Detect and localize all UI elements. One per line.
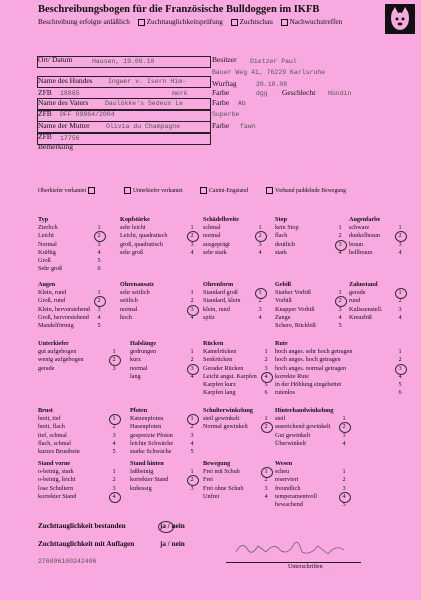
option-number[interactable]: 4 <box>190 372 194 380</box>
option-number[interactable]: 4 <box>258 248 262 256</box>
mutter-zfb-value[interactable]: 17756 <box>60 135 80 142</box>
section-option: Leicht, quadratisch <box>120 232 168 240</box>
option-number[interactable]: 1 <box>258 289 262 297</box>
option-number[interactable]: 2 <box>190 423 194 431</box>
option-number[interactable]: 3 <box>342 431 346 439</box>
section-title: Zahnstand <box>349 281 378 288</box>
zfb-label: ZFB <box>38 88 52 97</box>
section-option: Kräftig <box>38 248 56 256</box>
option-number[interactable]: 4 <box>264 492 268 500</box>
section-option: Schere, Rückbiß <box>275 322 316 329</box>
section-option: korrekte Rute <box>275 372 309 380</box>
section-option: sehr groß <box>120 248 144 256</box>
option-number[interactable]: 3 <box>97 305 101 313</box>
section-option: freundlich <box>275 484 301 492</box>
section-option: hoch anges. hoch getragen <box>275 356 341 364</box>
section-option: Karpfen kurz <box>203 381 236 388</box>
section-option: Groß, rund <box>38 297 66 305</box>
option-number[interactable]: 3 <box>112 484 116 492</box>
section-option: tief, schmal <box>38 431 67 439</box>
bite-unterkiefer[interactable]: Unterkiefer verkantet <box>124 187 183 194</box>
mutter-label: Name der Mutter <box>38 121 90 130</box>
option-number[interactable]: 6 <box>97 265 101 273</box>
section-option: stark <box>275 248 288 256</box>
bestanden-ja-nein[interactable]: ja / nein <box>160 522 185 530</box>
option-number[interactable]: 4 <box>112 439 116 447</box>
section-option: kein Stop <box>275 224 299 232</box>
section-option: Knapper Vorbiß <box>275 305 315 313</box>
bite-canini[interactable]: Canini-Engstand <box>200 187 248 194</box>
anlass-line: Beschreibung erfolgte anläßlich Zuchttauglichkeitsprüfung Zuchtschau Nachwuchstreffen <box>38 18 343 26</box>
option-number[interactable]: 4 <box>338 248 342 256</box>
section-option: normal <box>130 364 148 372</box>
option-number[interactable]: 1 <box>398 348 402 356</box>
section-title: Halslänge <box>130 340 157 347</box>
section-option: gespreizte Pfoten <box>130 431 173 439</box>
section-option: Katzenpfoten <box>130 415 164 423</box>
vater-extra[interactable]: Superbe <box>212 111 240 118</box>
geschlecht-label: Geschlecht <box>282 88 316 97</box>
option-number[interactable]: 2 <box>112 423 116 431</box>
option-number[interactable]: 3 <box>190 431 194 439</box>
checkbox-icon[interactable] <box>200 187 207 194</box>
option-number[interactable]: 4 <box>190 248 194 256</box>
wurftag-value[interactable]: 20.10.08 <box>256 81 288 88</box>
section-option: Überwinkelt <box>275 439 306 447</box>
option-number[interactable]: 5 <box>97 322 101 329</box>
option-number[interactable]: 5 <box>398 381 402 388</box>
section-option: Mandelförmig <box>38 322 74 329</box>
section-option: kurzes Brustbein <box>38 448 80 455</box>
section-option: Normal <box>38 240 57 248</box>
option-number[interactable]: 1 <box>112 468 116 476</box>
option-number[interactable]: 1 <box>398 224 402 232</box>
section-option: o-beinig, stark <box>38 468 74 476</box>
section-option: Groß, hervorstehend <box>38 313 89 321</box>
option-number[interactable]: 3 <box>398 364 402 372</box>
section-option: sehr stark <box>203 248 227 256</box>
option-number[interactable]: 6 <box>264 389 268 397</box>
checkbox-icon[interactable] <box>281 19 288 26</box>
option-number[interactable]: 6 <box>398 389 402 397</box>
section-option: Vorbiß <box>275 297 292 305</box>
section-option: hellbraun <box>349 248 373 256</box>
section-title: Stop <box>275 216 288 223</box>
option-number[interactable]: 2 <box>97 232 101 240</box>
section-option: dunkelbraun <box>349 232 380 240</box>
section-title: Ohrenform <box>203 281 234 288</box>
option-number[interactable]: 5 <box>264 381 268 388</box>
besitzer-value[interactable]: Dietzer Paul <box>250 58 297 65</box>
option-number[interactable]: 1 <box>112 415 116 423</box>
option-number[interactable]: 2 <box>338 232 342 240</box>
section-option: Leicht angst. Karpfen <box>203 372 257 380</box>
option-number[interactable]: 3 <box>190 484 194 492</box>
vater-value[interactable]: Daulökke's Sedeux Le <box>105 100 184 107</box>
option-number[interactable]: 4 <box>190 313 194 321</box>
option-number[interactable]: 1 <box>112 348 116 356</box>
section-option: Karpfen lang <box>203 389 236 397</box>
option-number[interactable]: 3 <box>398 240 402 248</box>
option-number[interactable]: 1 <box>190 468 194 476</box>
section-option: seitlich <box>120 297 138 305</box>
option-number[interactable]: 1 <box>97 224 101 232</box>
vater-zfb-label: ZFB <box>38 109 52 118</box>
checkbox-icon[interactable] <box>124 187 131 194</box>
hund-value[interactable]: Ingwer v. Isern Him- <box>108 78 187 85</box>
section-option: reserviert <box>275 476 299 484</box>
option-number[interactable]: 3 <box>264 484 268 492</box>
section-option: gedrungen <box>130 348 157 356</box>
section-option: korrekter Stand <box>38 492 77 500</box>
auflagen-label: Zuchttauglichkeit mit Auflagen <box>38 540 135 548</box>
section-option: Groß <box>38 257 51 264</box>
ort-value[interactable]: Hausen, 19.06.10 <box>92 58 155 65</box>
option-number[interactable]: 1 <box>398 289 402 297</box>
option-number[interactable]: 3 <box>342 484 346 492</box>
option-number[interactable]: 3 <box>338 305 342 313</box>
section-option: lose Schultern <box>38 484 74 492</box>
section-option: Kulissenstell. <box>349 305 383 313</box>
section-option: flach <box>275 232 288 240</box>
option-number[interactable]: 2 <box>258 297 262 305</box>
section-option: Senkrücken <box>203 356 233 364</box>
option-number[interactable]: 1 <box>342 415 346 423</box>
section-option: Klein, hervorstehend <box>38 305 90 313</box>
bite-oberkiefer[interactable]: Oberkiefer verkantet <box>38 187 97 194</box>
section-option: breit, tief <box>38 415 61 423</box>
section-title: Wesen <box>275 460 293 467</box>
option-number[interactable]: 3 <box>190 305 194 313</box>
section-option: ausgeprägt <box>203 240 230 248</box>
geschlecht-value[interactable]: Hündin <box>328 90 352 97</box>
section-option: Starker Vorbiß <box>275 289 312 297</box>
hund-label: Name des Hundes <box>38 76 93 85</box>
section-title: Rute <box>275 340 288 347</box>
option-number[interactable]: 2 <box>190 476 194 484</box>
option-number[interactable]: 4 <box>398 248 402 256</box>
section-option: steil gewinkelt <box>203 415 240 423</box>
option-number[interactable]: 3 <box>97 240 101 248</box>
option-number[interactable]: 5 <box>112 448 116 455</box>
section-title: Schulterwinkelung <box>203 407 253 414</box>
section-option: temperamentvoll <box>275 492 317 500</box>
wurftag-label: Wurftag <box>212 79 237 88</box>
auflagen-ja-nein[interactable]: ja / nein <box>160 540 185 548</box>
section-option: schwarz <box>349 224 370 232</box>
mutter-farbe-value[interactable]: fawn <box>240 123 256 130</box>
option-number[interactable]: 2 <box>264 356 268 364</box>
section-option: schmal <box>203 224 221 232</box>
section-title: Schädelbreite <box>203 216 239 223</box>
section-option: kurz <box>130 356 141 364</box>
option-number[interactable]: 3 <box>338 240 342 248</box>
section-option: Kreuzbiß <box>349 313 373 321</box>
option-number[interactable]: 1 <box>264 348 268 356</box>
section-title: Brust <box>38 407 53 414</box>
section-option: steil <box>275 415 286 423</box>
option-number[interactable]: 2 <box>112 356 116 364</box>
signature-scribble <box>232 534 352 560</box>
option-number[interactable]: 1 <box>190 289 194 297</box>
option-number[interactable]: 4 <box>264 372 268 380</box>
option-number[interactable]: 1 <box>338 224 342 232</box>
section-option: deutlich <box>275 240 295 248</box>
section-option: ausreichend gewinkelt <box>275 423 331 431</box>
circle-mark <box>109 492 121 503</box>
option-number[interactable]: 2 <box>190 232 194 240</box>
checkbox-icon[interactable] <box>231 19 238 26</box>
option-number[interactable]: 1 <box>190 224 194 232</box>
section-option: Unfrei <box>203 492 220 500</box>
ort-label: Ort/ Datum <box>38 55 73 64</box>
section-title: Hinterhandwinkelung <box>275 407 334 414</box>
checkbox-icon[interactable] <box>266 187 273 194</box>
chip-number: 276096100242406 <box>38 558 97 565</box>
option-number[interactable]: 5 <box>97 257 101 264</box>
section-option: Standard, klein <box>203 297 241 305</box>
option-number[interactable]: 4 <box>258 313 262 321</box>
section-title: Stand hinten <box>130 460 164 467</box>
section-option: faßbeinig <box>130 468 154 476</box>
section-option: Standard groß <box>203 289 238 297</box>
besitzer-label: Besitzer <box>212 55 237 64</box>
option-number[interactable]: 3 <box>112 364 116 372</box>
section-option: normal <box>120 305 138 313</box>
option-number[interactable]: 2 <box>398 232 402 240</box>
section-title: Unterkiefer <box>38 340 69 347</box>
option-number[interactable]: 4 <box>97 313 101 321</box>
section-title: Ohrenansatz <box>120 281 154 288</box>
unterschriften-label: Unterschriften <box>288 564 323 570</box>
section-option: in der Höhlung eingebettet <box>275 381 342 388</box>
section-option: sehr seitlich <box>120 289 150 297</box>
option-number[interactable]: 2 <box>264 476 268 484</box>
section-option: kuhessig <box>130 484 152 492</box>
option-number[interactable]: 1 <box>258 224 262 232</box>
option-number[interactable]: 4 <box>342 492 346 500</box>
section-title: Augen <box>38 281 56 288</box>
bemerkung-label: Bemerkung <box>38 142 73 151</box>
section-option: Kamelrücken <box>203 348 237 356</box>
section-option: o-beinig, leicht <box>38 476 76 484</box>
option-number[interactable]: 4 <box>338 313 342 321</box>
section-option: Gerader Rücken <box>203 364 244 372</box>
section-option: hoch <box>120 313 133 321</box>
page-title: Beschreibungsbogen für die Französische Bulldoggen im IKFB <box>38 4 320 15</box>
section-option: bewachend <box>275 501 303 508</box>
section-option: normal <box>203 232 221 240</box>
section-title: Bewegung <box>203 460 231 467</box>
section-option: breit, flach <box>38 423 65 431</box>
section-option: starke Schwäche <box>130 448 172 455</box>
checkbox-icon[interactable] <box>88 187 95 194</box>
checkbox-icon[interactable] <box>138 19 145 26</box>
section-option: Normal gewinkelt <box>203 423 248 431</box>
section-title: Typ <box>38 216 49 223</box>
besitzer-address[interactable]: Bauer Weg 41, 76229 Karlsruhe <box>212 69 326 76</box>
option-number[interactable]: 1 <box>264 415 268 423</box>
option-number[interactable]: 2 <box>190 356 194 364</box>
option-number[interactable]: 2 <box>398 297 402 305</box>
section-option: gerade <box>38 364 55 372</box>
mutter-value[interactable]: Olivia du Champagne <box>106 123 181 130</box>
section-option: Hasenpfoten <box>130 423 162 431</box>
option-number[interactable]: 3 <box>190 364 194 372</box>
circle-mark <box>158 521 174 533</box>
vater-farbe-label: Farbe <box>212 98 230 107</box>
section-option: Frei mit Schub <box>203 468 240 476</box>
section-option: hoch anges. normal getragen <box>275 364 347 372</box>
section-title: Augenfarbe <box>349 216 381 223</box>
vater-zfb-value[interactable]: DFF 09964/2004 <box>60 111 115 118</box>
option-number[interactable]: 2 <box>398 356 402 364</box>
section-option: rund <box>349 297 361 305</box>
option-number[interactable]: 2 <box>258 232 262 240</box>
option-number[interactable]: 2 <box>112 476 116 484</box>
option-number[interactable]: 2 <box>190 297 194 305</box>
farbe-label: Farbe <box>212 88 230 97</box>
section-option: spitz <box>203 313 215 321</box>
option-number[interactable]: 1 <box>97 289 101 297</box>
section-option: Leicht <box>38 232 54 240</box>
section-title: Rücken <box>203 340 224 347</box>
section-option: korrekter Stand <box>130 476 169 484</box>
option-number[interactable]: 4 <box>398 372 402 380</box>
farbe-value-b[interactable]: dgg <box>256 90 268 97</box>
section-title: Gebiß <box>275 281 292 288</box>
option-number[interactable]: 4 <box>97 248 101 256</box>
zfb-value[interactable]: 18885 <box>60 90 80 97</box>
option-number[interactable]: 1 <box>264 468 268 476</box>
option-number[interactable]: 2 <box>338 297 342 305</box>
section-option: hoch anges. sehr hoch getragen <box>275 348 353 356</box>
bulldog-logo-icon <box>385 4 415 34</box>
section-option: Frei ohne Schub <box>203 484 244 492</box>
section-option: gut aufgebogen <box>38 348 77 356</box>
option-number[interactable]: 2 <box>264 423 268 431</box>
option-number[interactable]: 3 <box>258 305 262 313</box>
mutter-farbe-label: Farbe <box>212 121 230 130</box>
option-number[interactable]: 3 <box>264 364 268 372</box>
section-option: lang <box>130 372 141 380</box>
vater-label: Name des Vaters <box>38 98 89 107</box>
option-number[interactable]: 1 <box>190 415 194 423</box>
option-number[interactable]: 4 <box>342 439 346 447</box>
section-option: gerade <box>349 289 366 297</box>
section-option: scheu <box>275 468 290 476</box>
option-number[interactable]: 2 <box>342 423 346 431</box>
option-number[interactable]: 3 <box>190 240 194 248</box>
section-option: Gut gewinkelt <box>275 431 311 439</box>
option-number[interactable]: 1 <box>342 468 346 476</box>
section-option: rutenlos <box>275 389 295 397</box>
option-number[interactable]: 5 <box>338 322 342 329</box>
section-option: sehr leicht <box>120 224 146 232</box>
option-number[interactable]: 3 <box>112 431 116 439</box>
section-option: Klein, rund <box>38 289 67 297</box>
option-number[interactable]: 4 <box>112 492 116 500</box>
option-number[interactable]: 2 <box>342 476 346 484</box>
vater-farbe-value[interactable]: Ab <box>238 100 246 107</box>
option-number[interactable]: 4 <box>398 313 402 321</box>
section-option: Sehr groß <box>38 265 63 273</box>
option-number[interactable]: 5 <box>190 448 194 455</box>
option-number[interactable]: 1 <box>190 348 194 356</box>
section-option: leichte Schwäche <box>130 439 174 447</box>
section-option: klein, rund <box>203 305 230 313</box>
section-option: Zierlich <box>38 224 58 232</box>
section-option: groß, quadratisch <box>120 240 163 248</box>
section-option: flach, schmal <box>38 439 71 447</box>
farbe-value-a[interactable]: merk <box>172 90 188 97</box>
section-option: wenig aufgebogen <box>38 356 84 364</box>
option-number[interactable]: 3 <box>398 305 402 313</box>
section-option: braun <box>349 240 364 248</box>
section-title: Stand vorne <box>38 460 71 467</box>
option-number[interactable]: 4 <box>190 439 194 447</box>
section-option: Zange <box>275 313 291 321</box>
mutter-zfb-label: ZFB <box>38 132 52 141</box>
option-number[interactable]: 5 <box>342 501 346 508</box>
option-number[interactable]: 1 <box>338 289 342 297</box>
bestanden-label: Zuchttauglichkeit bestanden <box>38 522 126 530</box>
section-title: Kopfstärke <box>120 216 150 223</box>
circle-mark <box>261 422 273 433</box>
option-number[interactable]: 3 <box>258 240 262 248</box>
bite-vorhand[interactable]: Vorhand paddelnde Bewegung <box>266 187 346 194</box>
section-title: Pfoten <box>130 407 148 414</box>
section-option: Frei <box>203 476 213 484</box>
option-number[interactable]: 2 <box>97 297 101 305</box>
signature-line <box>226 562 361 563</box>
